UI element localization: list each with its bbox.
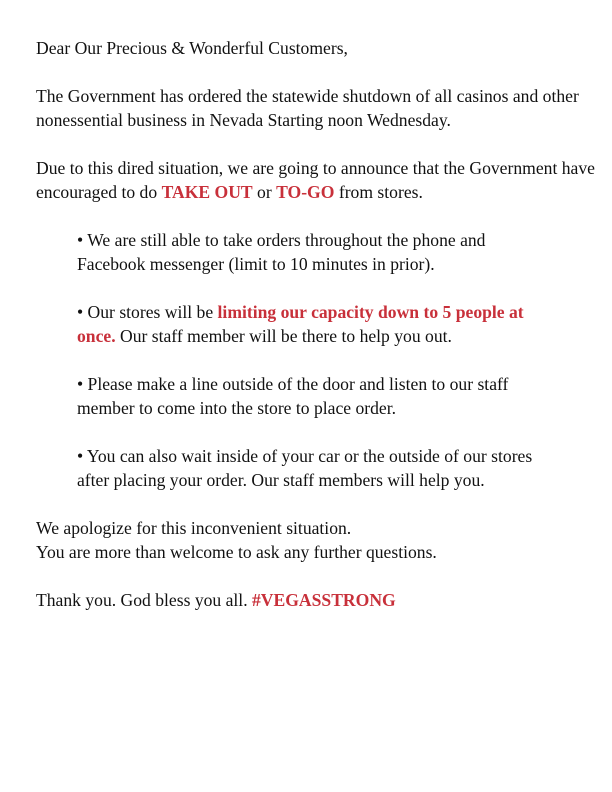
capacity-highlight: limiting our capacity down to 5 people at once. [77,302,524,346]
list-item-wait: • You can also wait inside of your car or the outside of our stores after placing your order. Our staff members will help you. [77,446,533,490]
capacity-text: • Our stores will be [77,302,218,322]
questions-line: You are more than welcome to ask any further questions. [36,542,437,562]
closing [36,588,596,612]
intro-end: from stores. [334,182,423,202]
capacity-end: Our staff member will be there to help you out. [115,326,452,346]
greeting: Dear Our Precious & Wonderful Customers, [36,38,348,58]
shutdown-announcement: The Government has ordered the statewide shutdown of all casinos and other nonessential business in Nevada Starting noon Wednesday. [36,86,579,130]
to-go-highlight: TO-GO [276,182,335,202]
intro-or: or [252,182,277,202]
notice-letter [36,36,596,612]
intro-text: Due to this dired situation, we are going to announce that the Government have encouraged to do [36,158,595,202]
takeout-intro [36,156,596,204]
list-item-orders: • We are still able to take orders throughout the phone and Facebook messenger (limit to 10 minutes in prior). [77,230,486,274]
take-out-highlight: TAKE OUT [161,182,253,202]
hashtag: #VEGASSTRONG [252,590,396,610]
apology [36,516,596,564]
apology-line: We apologize for this inconvenient situation. [36,518,352,538]
policy-list [77,228,557,492]
list-item-line: • Please make a line outside of the door and listen to our staff member to come into the store to place order. [77,374,509,418]
closing-text: Thank you. God bless you all. [36,590,252,610]
list-item-capacity [77,300,557,348]
